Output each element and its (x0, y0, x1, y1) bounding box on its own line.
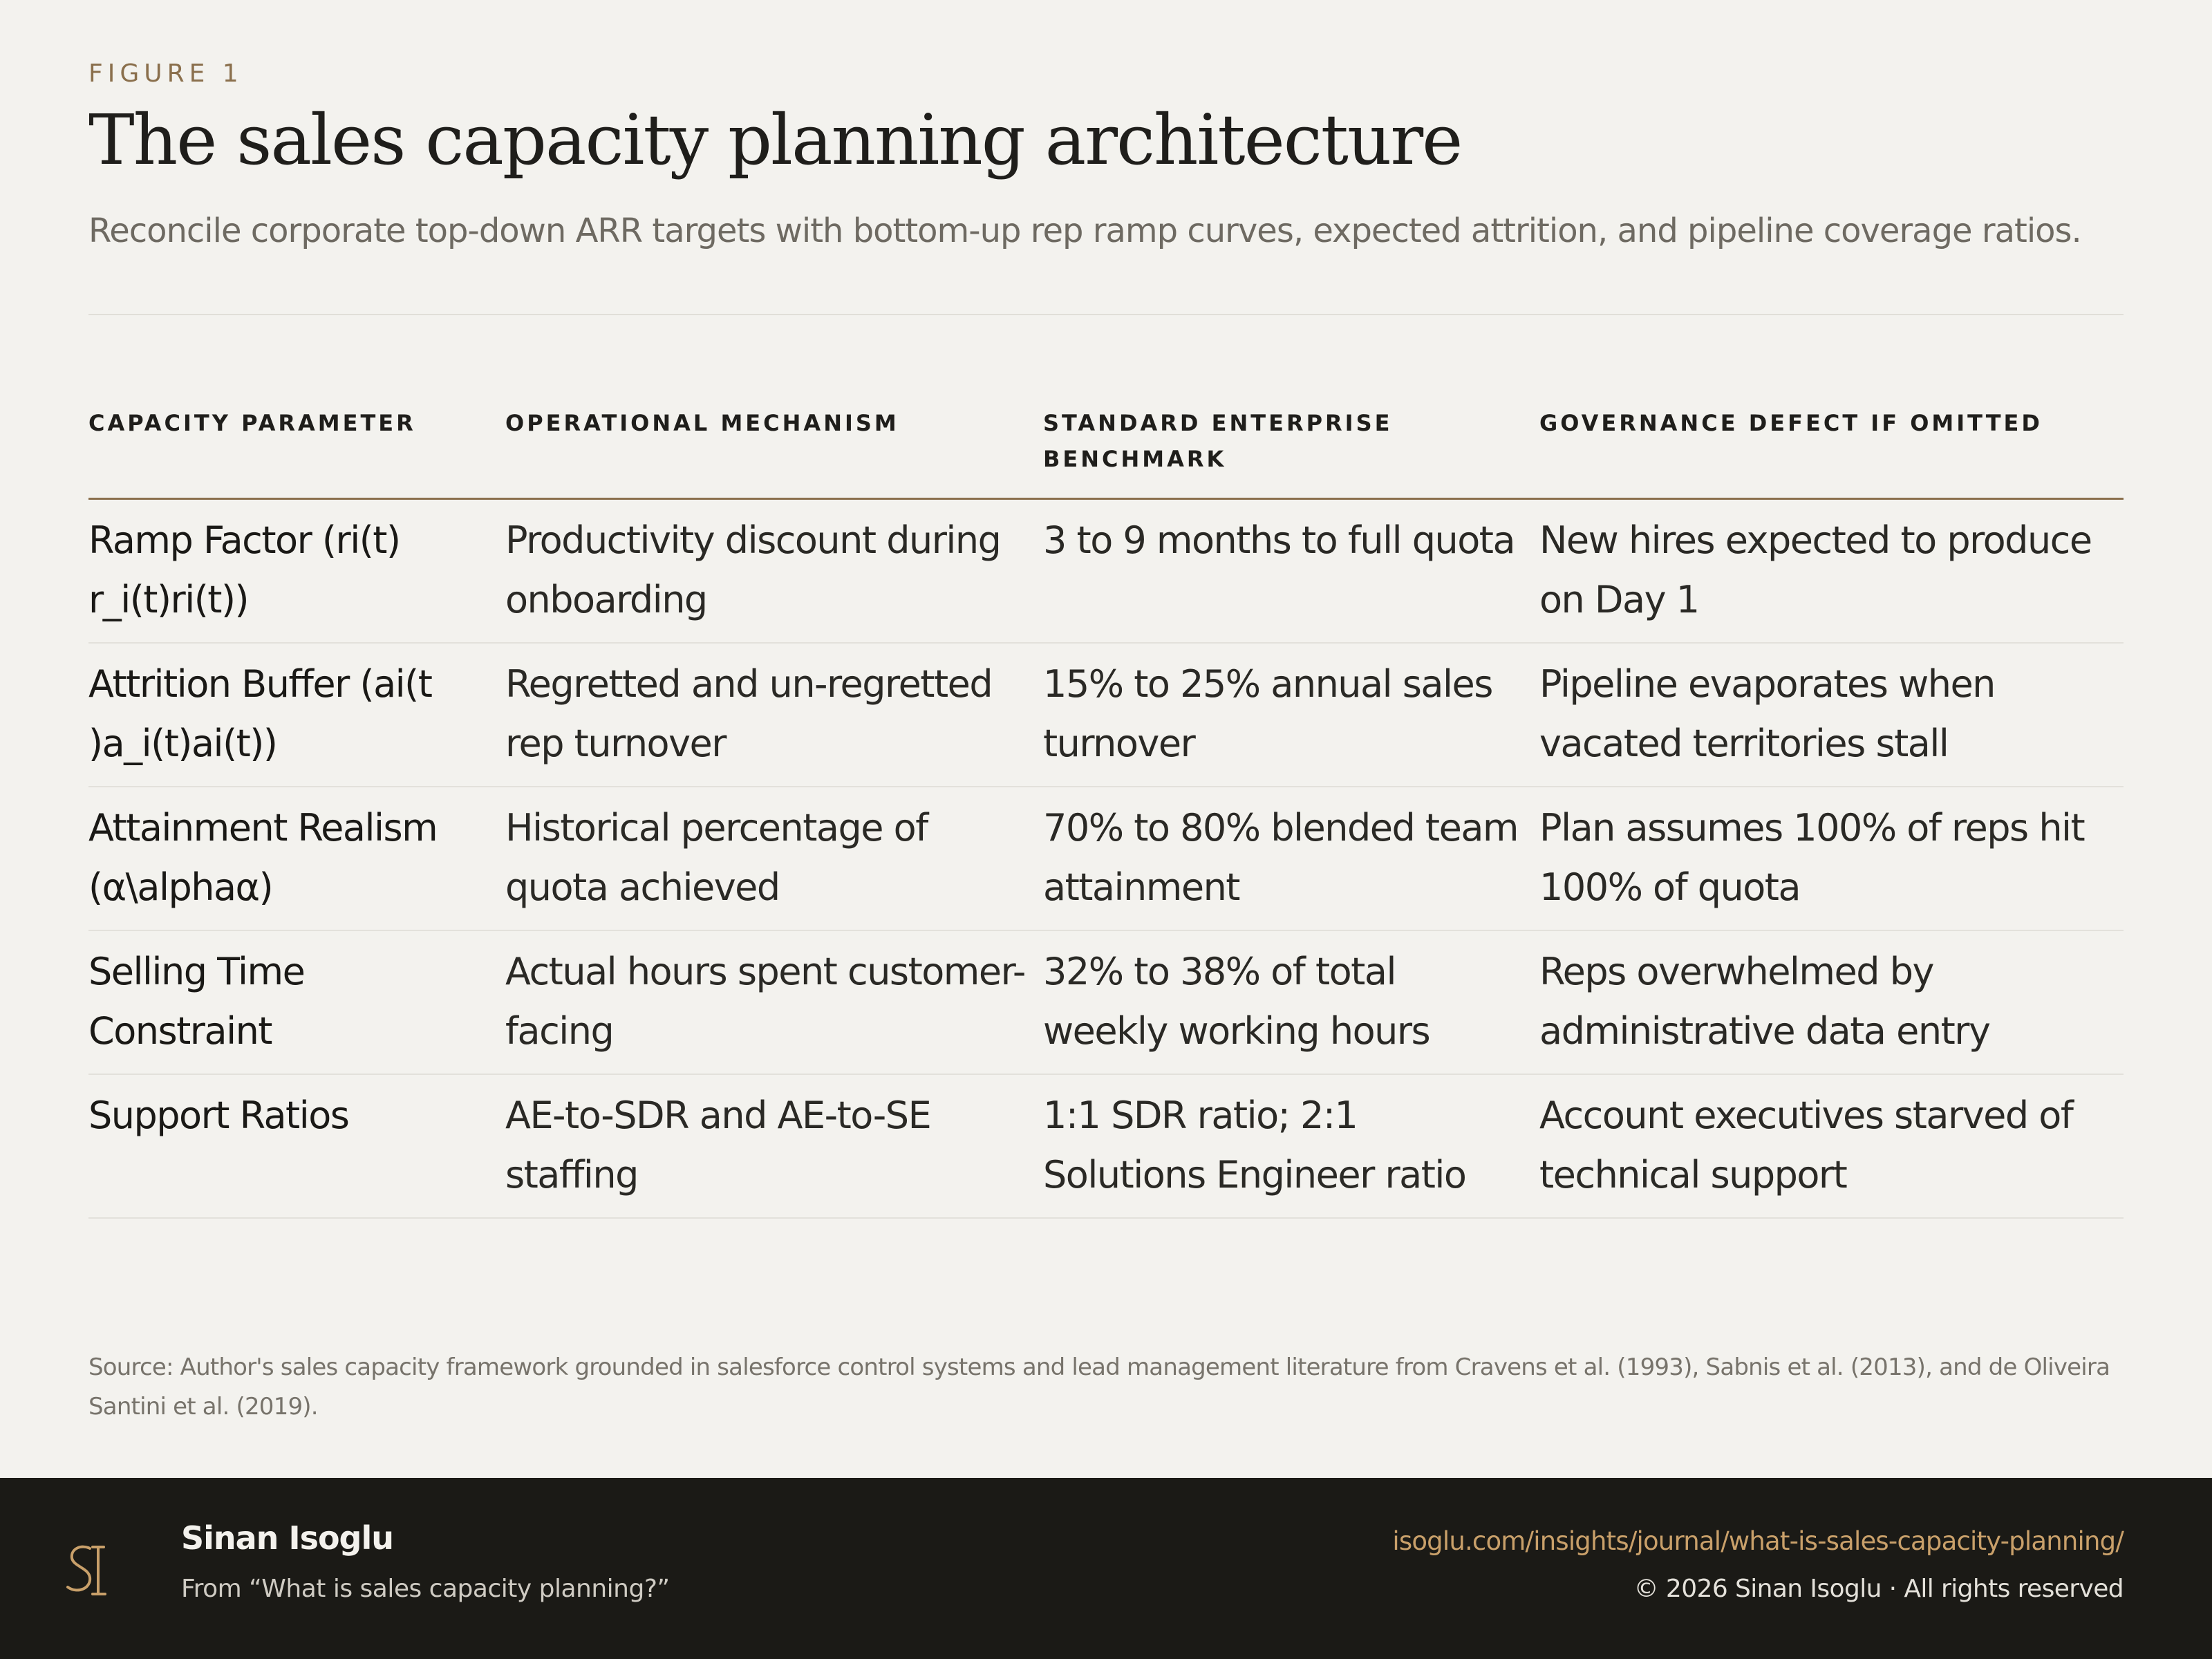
cell-defect: Plan assumes 100% of reps hit 100% of quota (1539, 787, 2124, 930)
divider (88, 314, 2124, 315)
figure-subtitle: Reconcile corporate top-down ARR targets with bottom-up rep ramp curves, expected attrition, and pipeline coverage ratios. (88, 212, 2081, 250)
cell-defect: New hires expected to produce on Day 1 (1539, 499, 2124, 644)
column-header-mechanism: OPERATIONAL MECHANISM (505, 405, 1043, 499)
cell-parameter: Selling Time Constraint (88, 930, 505, 1074)
capacity-table (88, 405, 2124, 1219)
cell-defect: Reps overwhelmed by administrative data entry (1539, 930, 2124, 1074)
cell-parameter: Support Ratios (88, 1074, 505, 1218)
table-row (88, 499, 2124, 644)
cell-benchmark: 3 to 9 months to full quota (1043, 499, 1539, 644)
cell-defect: Account executives starved of technical support (1539, 1074, 2124, 1218)
cell-parameter: Ramp Factor (ri(t) r_i(t)ri(t)) (88, 499, 505, 644)
source-article: From “What is sales capacity planning?” (181, 1575, 670, 1603)
footer (0, 1478, 2212, 1659)
table-row (88, 787, 2124, 930)
cell-mechanism: AE-to-SDR and AE-to-SE staffing (505, 1074, 1043, 1218)
author-name: Sinan Isoglu (181, 1519, 393, 1557)
copyright-notice: © 2026 Sinan Isoglu · All rights reserved (1633, 1575, 2124, 1603)
column-header-defect: GOVERNANCE DEFECT IF OMITTED (1539, 405, 2124, 499)
source-note: Source: Author's sales capacity framework grounded in salesforce control systems and lead management literature from Cravens et al. (1993), Sabnis et al. (2013), and de Oliveira Santini et al. (2019). (88, 1353, 2110, 1421)
column-header-benchmark: STANDARD ENTERPRISE BENCHMARK (1043, 405, 1539, 499)
cell-mechanism: Productivity discount during onboarding (505, 499, 1043, 644)
column-header-parameter: CAPACITY PARAMETER (88, 405, 505, 499)
cell-benchmark: 32% to 38% of total weekly working hours (1043, 930, 1539, 1074)
cell-benchmark: 1:1 SDR ratio; 2:1 Solutions Engineer ratio (1043, 1074, 1539, 1218)
cell-benchmark: 70% to 80% blended team attainment (1043, 787, 1539, 930)
figure-label: FIGURE 1 (88, 59, 243, 88)
cell-parameter: Attainment Realism (α\alphaα) (88, 787, 505, 930)
article-url-link[interactable]: isoglu.com/insights/journal/what-is-sales-capacity-planning/ (1392, 1526, 2124, 1556)
table-row (88, 930, 2124, 1074)
cell-mechanism: Historical percentage of quota achieved (505, 787, 1043, 930)
si-monogram-icon (62, 1539, 118, 1601)
figure-title: The sales capacity planning architecture (88, 100, 1462, 180)
cell-benchmark: 15% to 25% annual sales turnover (1043, 643, 1539, 787)
cell-defect: Pipeline evaporates when vacated territories stall (1539, 643, 2124, 787)
table-row (88, 643, 2124, 787)
cell-parameter: Attrition Buffer (ai(t )a_i(t)ai(t)) (88, 643, 505, 787)
cell-mechanism: Regretted and un-regretted rep turnover (505, 643, 1043, 787)
table-row (88, 1074, 2124, 1218)
cell-mechanism: Actual hours spent customer-facing (505, 930, 1043, 1074)
table-header-row (88, 405, 2124, 499)
